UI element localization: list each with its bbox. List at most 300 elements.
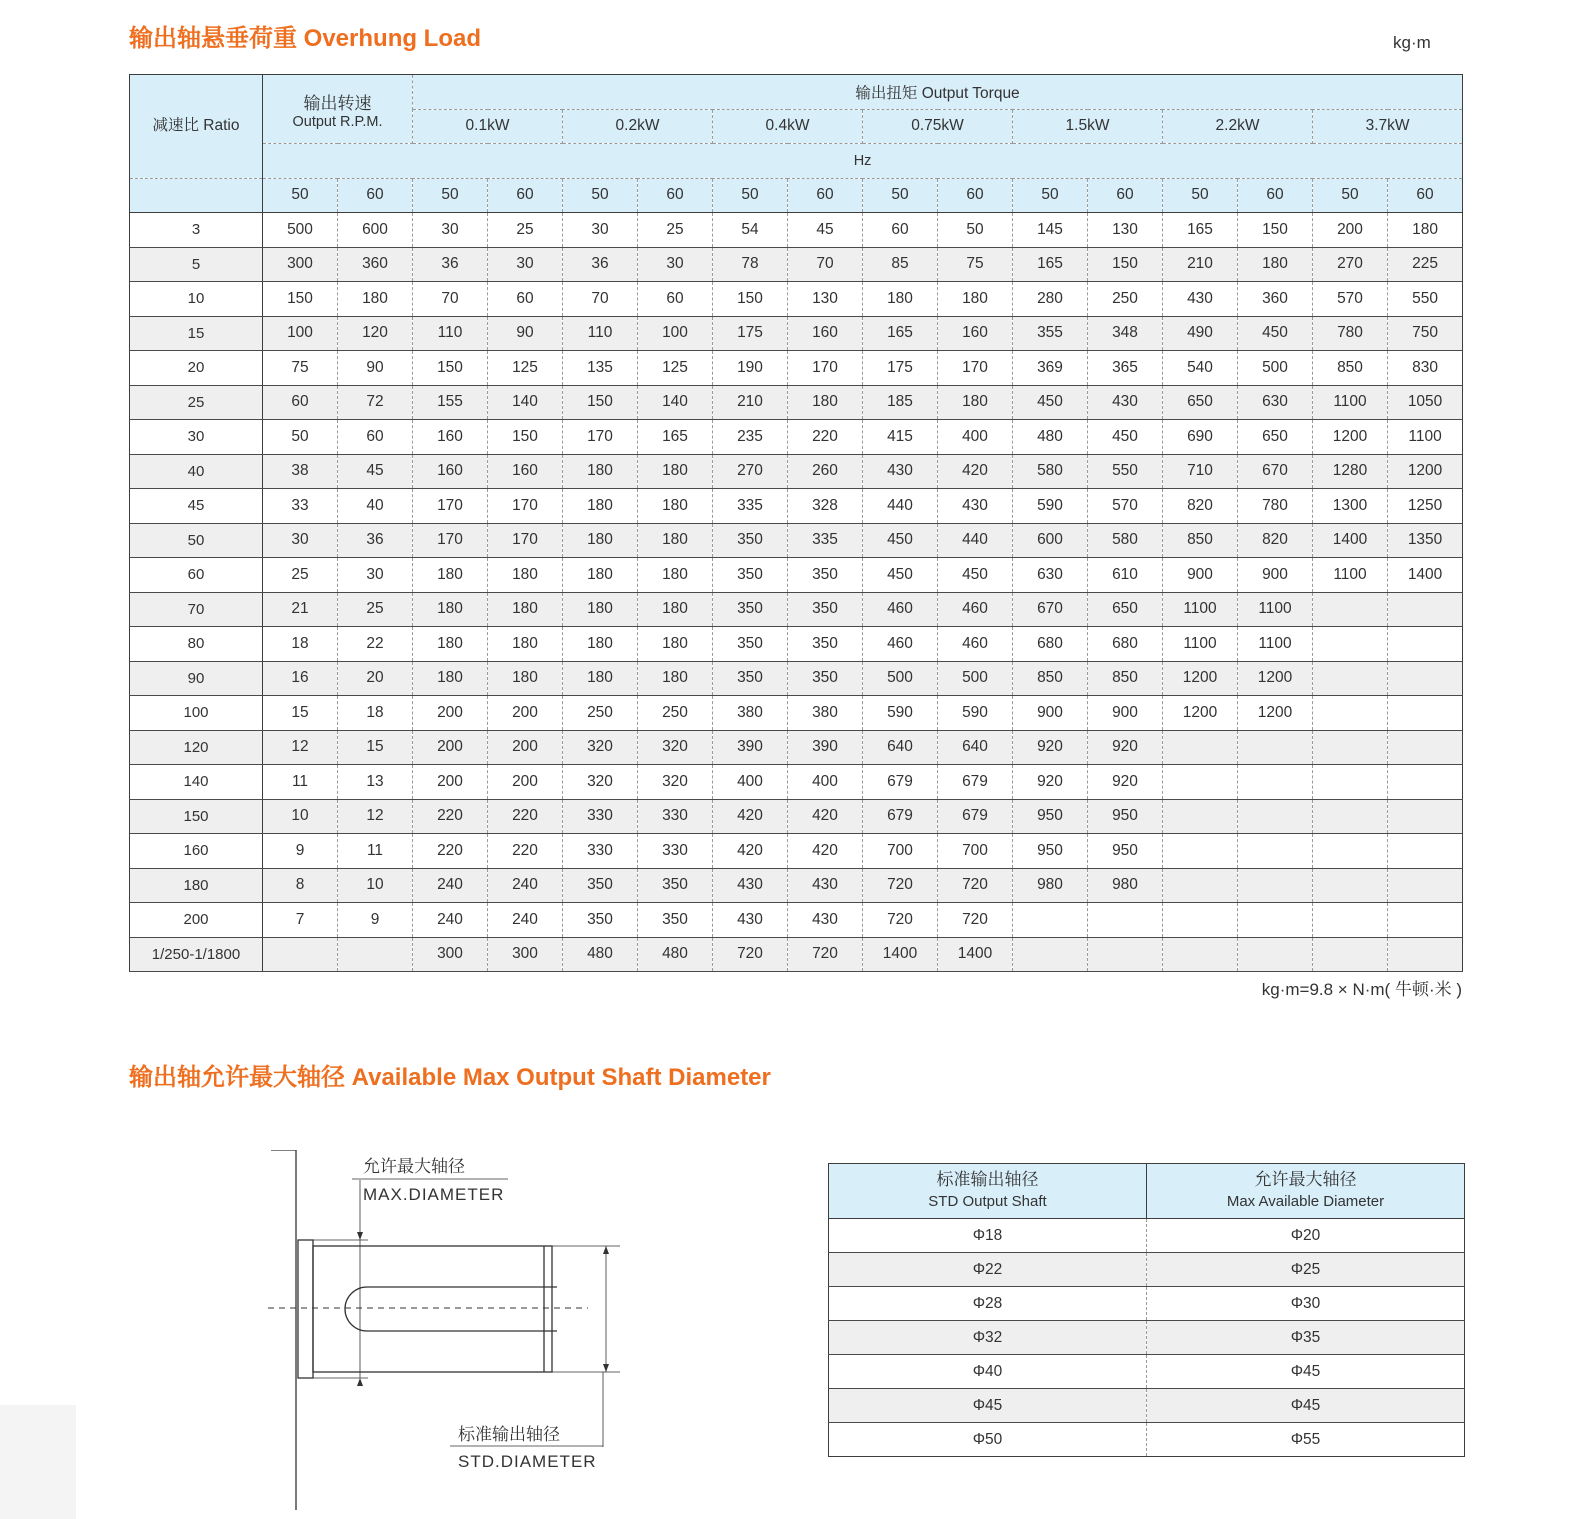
value-cell	[1388, 903, 1463, 938]
value-cell: 350	[713, 523, 788, 558]
value-cell: 610	[1088, 558, 1163, 593]
value-cell: 45	[788, 213, 863, 248]
page-edge-shade	[0, 1405, 76, 1519]
value-cell: 920	[1088, 730, 1163, 765]
table-row	[829, 1253, 1465, 1287]
ratio-cell: 90	[130, 661, 263, 696]
table-row	[130, 213, 1463, 248]
value-cell	[263, 937, 338, 972]
value-cell	[1013, 937, 1088, 972]
table-row	[130, 903, 1463, 938]
value-cell: 420	[788, 799, 863, 834]
value-cell: 15	[263, 696, 338, 731]
value-cell: 430	[713, 868, 788, 903]
value-cell: 15	[338, 730, 413, 765]
value-cell: 1100	[1388, 420, 1463, 455]
value-cell: 380	[788, 696, 863, 731]
value-cell: 480	[563, 937, 638, 972]
value-cell: 369	[1013, 351, 1088, 386]
value-cell: 1200	[1238, 696, 1313, 731]
value-cell	[1388, 696, 1463, 731]
frequency-header: 60	[638, 178, 713, 213]
frequency-header: 60	[1238, 178, 1313, 213]
value-cell	[1388, 868, 1463, 903]
value-cell: 679	[938, 799, 1013, 834]
table-row	[130, 627, 1463, 662]
value-cell: 1100	[1238, 627, 1313, 662]
frequency-header: 50	[413, 178, 488, 213]
value-cell	[1163, 799, 1238, 834]
frequency-header: 60	[488, 178, 563, 213]
value-cell: 155	[413, 385, 488, 420]
value-cell: 350	[788, 558, 863, 593]
value-cell	[1313, 937, 1388, 972]
table-row	[130, 523, 1463, 558]
value-cell: 180	[488, 558, 563, 593]
value-cell: 40	[338, 489, 413, 524]
max-diameter-cell: Φ45	[1147, 1355, 1465, 1389]
value-cell: 1050	[1388, 385, 1463, 420]
value-cell	[1313, 592, 1388, 627]
value-cell: 60	[338, 420, 413, 455]
ratio-cell: 150	[130, 799, 263, 834]
value-cell: 650	[1163, 385, 1238, 420]
value-cell: 130	[1088, 213, 1163, 248]
value-cell: 700	[863, 834, 938, 869]
value-cell: 1400	[938, 937, 1013, 972]
value-cell: 60	[638, 282, 713, 317]
value-cell: 640	[938, 730, 1013, 765]
value-cell	[1238, 834, 1313, 869]
value-cell: 180	[938, 385, 1013, 420]
value-cell: 430	[938, 489, 1013, 524]
value-cell: 180	[638, 489, 713, 524]
value-cell: 420	[713, 834, 788, 869]
value-cell: 250	[563, 696, 638, 731]
value-cell: 160	[413, 454, 488, 489]
value-cell	[1388, 627, 1463, 662]
value-cell: 580	[1013, 454, 1088, 489]
value-cell: 720	[863, 868, 938, 903]
value-cell	[1238, 937, 1313, 972]
value-cell: 240	[413, 868, 488, 903]
ratio-cell: 140	[130, 765, 263, 800]
value-cell: 460	[863, 627, 938, 662]
value-cell: 170	[938, 351, 1013, 386]
power-header: 0.2kW	[563, 109, 713, 144]
value-cell: 225	[1388, 247, 1463, 282]
std-diameter-label-en: STD.DIAMETER	[458, 1452, 597, 1471]
value-cell: 920	[1013, 730, 1088, 765]
value-cell	[1313, 696, 1388, 731]
overhung-load-title: 输出轴悬垂荷重 Overhung Load	[129, 25, 482, 52]
value-cell: 400	[788, 765, 863, 800]
value-cell: 200	[488, 730, 563, 765]
value-cell: 170	[788, 351, 863, 386]
value-cell: 18	[263, 627, 338, 662]
value-cell: 679	[863, 799, 938, 834]
value-cell: 36	[563, 247, 638, 282]
value-cell: 7	[263, 903, 338, 938]
value-cell	[1163, 765, 1238, 800]
value-cell: 200	[413, 730, 488, 765]
value-cell: 430	[1088, 385, 1163, 420]
value-cell: 720	[938, 868, 1013, 903]
value-cell: 30	[413, 213, 488, 248]
value-cell: 1250	[1388, 489, 1463, 524]
value-cell: 125	[638, 351, 713, 386]
shaft-diagram	[240, 1150, 640, 1510]
value-cell: 45	[338, 454, 413, 489]
value-cell: 450	[938, 558, 1013, 593]
table-row	[130, 696, 1463, 731]
value-cell: 150	[563, 385, 638, 420]
value-cell: 165	[1013, 247, 1088, 282]
value-cell	[1313, 730, 1388, 765]
value-cell: 550	[1088, 454, 1163, 489]
value-cell: 240	[413, 903, 488, 938]
std-diameter-cell: Φ28	[829, 1287, 1147, 1321]
value-cell: 820	[1163, 489, 1238, 524]
shaft-body	[313, 1246, 552, 1372]
power-header: 0.75kW	[863, 109, 1013, 144]
value-cell: 360	[338, 247, 413, 282]
value-cell: 110	[563, 316, 638, 351]
value-cell: 320	[563, 765, 638, 800]
value-cell: 210	[1163, 247, 1238, 282]
power-header: 0.4kW	[713, 109, 863, 144]
value-cell: 1400	[1388, 558, 1463, 593]
value-cell: 1200	[1163, 696, 1238, 731]
value-cell: 140	[488, 385, 563, 420]
table-row	[130, 765, 1463, 800]
value-cell: 75	[263, 351, 338, 386]
value-cell	[1313, 765, 1388, 800]
max-diameter-cell: Φ35	[1147, 1321, 1465, 1355]
std-diameter-cell: Φ45	[829, 1389, 1147, 1423]
value-cell: 190	[713, 351, 788, 386]
value-cell: 430	[1163, 282, 1238, 317]
std-shaft-header	[829, 1164, 1147, 1219]
value-cell: 160	[938, 316, 1013, 351]
value-cell: 320	[638, 730, 713, 765]
value-cell	[1163, 834, 1238, 869]
value-cell: 780	[1313, 316, 1388, 351]
value-cell: 180	[638, 523, 713, 558]
frequency-header: 60	[338, 178, 413, 213]
value-cell: 460	[938, 627, 1013, 662]
value-cell: 500	[263, 213, 338, 248]
table-row	[829, 1355, 1465, 1389]
value-cell: 180	[638, 558, 713, 593]
table-row	[130, 661, 1463, 696]
value-cell: 175	[713, 316, 788, 351]
value-cell: 160	[788, 316, 863, 351]
max-diameter-cell: Φ55	[1147, 1423, 1465, 1457]
value-cell: 330	[563, 834, 638, 869]
value-cell: 850	[1163, 523, 1238, 558]
value-cell: 36	[338, 523, 413, 558]
value-cell: 630	[1238, 385, 1313, 420]
value-cell: 1200	[1313, 420, 1388, 455]
value-cell: 430	[788, 903, 863, 938]
table-row	[130, 868, 1463, 903]
value-cell: 1200	[1388, 454, 1463, 489]
frequency-header: 50	[1013, 178, 1088, 213]
value-cell	[1388, 799, 1463, 834]
value-cell: 1100	[1163, 627, 1238, 662]
value-cell: 180	[563, 523, 638, 558]
value-cell: 750	[1388, 316, 1463, 351]
value-cell: 350	[713, 661, 788, 696]
value-cell: 450	[1088, 420, 1163, 455]
value-cell: 480	[1013, 420, 1088, 455]
ratio-cell: 15	[130, 316, 263, 351]
value-cell: 240	[488, 868, 563, 903]
table-row	[829, 1321, 1465, 1355]
table-row	[130, 592, 1463, 627]
value-cell: 270	[1313, 247, 1388, 282]
value-cell: 400	[713, 765, 788, 800]
value-cell: 200	[488, 696, 563, 731]
arrow-head	[357, 1232, 363, 1240]
value-cell: 720	[938, 903, 1013, 938]
value-cell: 355	[1013, 316, 1088, 351]
value-cell: 480	[638, 937, 713, 972]
value-cell: 180	[413, 627, 488, 662]
value-cell: 38	[263, 454, 338, 489]
ratio-cell: 120	[130, 730, 263, 765]
value-cell: 670	[1013, 592, 1088, 627]
frequency-header: 50	[1163, 178, 1238, 213]
power-header: 3.7kW	[1313, 109, 1463, 144]
value-cell: 180	[1238, 247, 1313, 282]
value-cell: 110	[413, 316, 488, 351]
ratio-cell: 60	[130, 558, 263, 593]
table-row	[130, 937, 1463, 972]
value-cell: 850	[1088, 661, 1163, 696]
value-cell: 500	[938, 661, 1013, 696]
value-cell: 1400	[863, 937, 938, 972]
value-cell: 180	[638, 627, 713, 662]
value-cell: 720	[863, 903, 938, 938]
value-cell: 420	[938, 454, 1013, 489]
value-cell: 25	[338, 592, 413, 627]
value-cell: 60	[263, 385, 338, 420]
value-cell: 580	[1088, 523, 1163, 558]
value-cell: 180	[863, 282, 938, 317]
value-cell: 30	[563, 213, 638, 248]
table-row	[130, 730, 1463, 765]
value-cell: 590	[1013, 489, 1088, 524]
value-cell: 450	[863, 523, 938, 558]
value-cell: 180	[563, 454, 638, 489]
value-cell: 980	[1013, 868, 1088, 903]
value-cell: 170	[413, 523, 488, 558]
value-cell: 710	[1163, 454, 1238, 489]
max-diameter-header-en: Max Available Diameter	[1226, 1193, 1385, 1211]
shaft-diameter-title: 输出轴允许最大轴径 Available Max Output Shaft Diameter	[129, 1064, 771, 1091]
frequency-header: 60	[1388, 178, 1463, 213]
value-cell: 9	[338, 903, 413, 938]
value-cell: 30	[488, 247, 563, 282]
value-cell: 330	[638, 834, 713, 869]
value-cell: 175	[863, 351, 938, 386]
value-cell: 500	[863, 661, 938, 696]
value-cell	[1163, 868, 1238, 903]
value-cell: 85	[863, 247, 938, 282]
frequency-header: 60	[788, 178, 863, 213]
value-cell: 180	[488, 661, 563, 696]
value-cell	[1238, 799, 1313, 834]
value-cell: 150	[413, 351, 488, 386]
value-cell: 680	[1013, 627, 1088, 662]
value-cell: 235	[713, 420, 788, 455]
hz-header: Hz	[263, 144, 1463, 179]
value-cell: 180	[938, 282, 1013, 317]
value-cell: 920	[1013, 765, 1088, 800]
value-cell: 36	[413, 247, 488, 282]
value-cell: 650	[1238, 420, 1313, 455]
value-cell: 600	[338, 213, 413, 248]
value-cell: 250	[1088, 282, 1163, 317]
value-cell: 12	[263, 730, 338, 765]
value-cell: 430	[713, 903, 788, 938]
value-cell: 650	[1088, 592, 1163, 627]
ratio-cell: 50	[130, 523, 263, 558]
value-cell: 30	[263, 523, 338, 558]
rpm-header-zh: 输出转速	[303, 93, 372, 113]
value-cell: 300	[488, 937, 563, 972]
ratio-cell: 30	[130, 420, 263, 455]
value-cell: 350	[638, 903, 713, 938]
table-row	[130, 558, 1463, 593]
value-cell: 415	[863, 420, 938, 455]
value-cell: 900	[1238, 558, 1313, 593]
value-cell	[1013, 903, 1088, 938]
frequency-header: 50	[1313, 178, 1388, 213]
value-cell: 380	[713, 696, 788, 731]
value-cell: 1300	[1313, 489, 1388, 524]
value-cell: 1280	[1313, 454, 1388, 489]
value-cell: 460	[863, 592, 938, 627]
rpm-header	[263, 75, 413, 144]
value-cell: 125	[488, 351, 563, 386]
value-cell: 430	[863, 454, 938, 489]
value-cell	[1313, 627, 1388, 662]
value-cell: 10	[263, 799, 338, 834]
shaft-collar	[298, 1240, 313, 1378]
value-cell: 250	[638, 696, 713, 731]
value-cell: 900	[1013, 696, 1088, 731]
value-cell: 350	[788, 661, 863, 696]
value-cell	[1313, 799, 1388, 834]
value-cell: 18	[338, 696, 413, 731]
value-cell: 200	[488, 765, 563, 800]
value-cell	[1388, 730, 1463, 765]
table-row	[130, 282, 1463, 317]
value-cell: 820	[1238, 523, 1313, 558]
value-cell	[1313, 834, 1388, 869]
table-row	[130, 316, 1463, 351]
value-cell: 200	[413, 765, 488, 800]
value-cell: 9	[263, 834, 338, 869]
value-cell: 690	[1163, 420, 1238, 455]
value-cell: 200	[1313, 213, 1388, 248]
value-cell: 165	[863, 316, 938, 351]
value-cell	[1088, 937, 1163, 972]
value-cell: 170	[488, 523, 563, 558]
value-cell: 440	[863, 489, 938, 524]
ratio-cell: 25	[130, 385, 263, 420]
value-cell: 145	[1013, 213, 1088, 248]
table-row	[130, 247, 1463, 282]
value-cell: 900	[1088, 696, 1163, 731]
max-diameter-label-en: MAX.DIAMETER	[363, 1185, 505, 1204]
value-cell: 180	[563, 592, 638, 627]
frequency-header: 60	[1088, 178, 1163, 213]
value-cell: 78	[713, 247, 788, 282]
value-cell: 180	[788, 385, 863, 420]
value-cell: 25	[638, 213, 713, 248]
value-cell: 220	[788, 420, 863, 455]
value-cell: 900	[1163, 558, 1238, 593]
value-cell: 350	[788, 592, 863, 627]
value-cell: 100	[263, 316, 338, 351]
ratio-header-spacer	[130, 178, 263, 213]
value-cell: 150	[488, 420, 563, 455]
value-cell: 165	[1163, 213, 1238, 248]
value-cell: 170	[563, 420, 638, 455]
power-header: 0.1kW	[413, 109, 563, 144]
value-cell: 12	[338, 799, 413, 834]
value-cell: 460	[938, 592, 1013, 627]
value-cell	[1238, 765, 1313, 800]
value-cell: 11	[263, 765, 338, 800]
value-cell: 180	[638, 454, 713, 489]
value-cell: 170	[488, 489, 563, 524]
value-cell: 320	[563, 730, 638, 765]
std-diameter-cell: Φ22	[829, 1253, 1147, 1287]
value-cell: 1200	[1163, 661, 1238, 696]
value-cell: 450	[1238, 316, 1313, 351]
value-cell	[1088, 903, 1163, 938]
table-row	[829, 1287, 1465, 1321]
value-cell: 70	[788, 247, 863, 282]
value-cell: 90	[338, 351, 413, 386]
value-cell: 950	[1013, 834, 1088, 869]
value-cell: 830	[1388, 351, 1463, 386]
value-cell: 328	[788, 489, 863, 524]
value-cell: 400	[938, 420, 1013, 455]
value-cell: 950	[1088, 799, 1163, 834]
value-cell: 135	[563, 351, 638, 386]
value-cell: 22	[338, 627, 413, 662]
value-cell: 679	[938, 765, 1013, 800]
value-cell	[1163, 937, 1238, 972]
ratio-cell: 1/250-1/1800	[130, 937, 263, 972]
value-cell: 590	[863, 696, 938, 731]
value-cell: 16	[263, 661, 338, 696]
value-cell: 350	[713, 627, 788, 662]
table-row	[829, 1423, 1465, 1457]
value-cell	[1388, 937, 1463, 972]
value-cell: 150	[263, 282, 338, 317]
table-row	[829, 1219, 1465, 1253]
table-row	[130, 385, 1463, 420]
value-cell: 350	[713, 558, 788, 593]
value-cell: 680	[1088, 627, 1163, 662]
